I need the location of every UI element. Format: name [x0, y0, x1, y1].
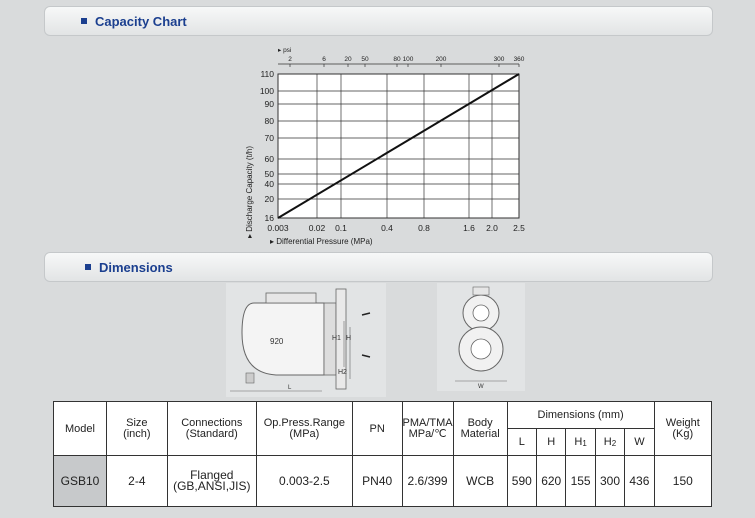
y-tick-label: 60 [264, 154, 274, 164]
connections-header: Connections (Standard) [167, 402, 256, 456]
x-tick-label: 0.02 [308, 223, 326, 233]
x-tick-label: 1.6 [463, 223, 475, 233]
h1-label: H1 [332, 335, 341, 342]
weight-cell: 150 [654, 456, 711, 507]
op-press-cell: 0.003-2.5 [256, 456, 352, 507]
dim-h-cell: 620 [537, 456, 566, 507]
dim-h1-cell: 155 [566, 456, 595, 507]
y-tick-label: 110 [260, 69, 274, 79]
top-tick-label: 100 [402, 56, 414, 63]
dim-h2-header: $H_2$ [595, 429, 624, 456]
dimensions-title: Dimensions [99, 259, 173, 275]
top-tick-label: 360 [513, 56, 525, 63]
y-tick-label: 50 [264, 169, 274, 179]
h-label: H [346, 335, 352, 342]
top-tick-label: 300 [493, 56, 505, 63]
capacity-chart-header [44, 6, 713, 36]
top-tick-label: 50 [361, 56, 369, 63]
op-press-header: Op.Press.Range (MPa) [256, 402, 352, 456]
specification-table [53, 401, 712, 507]
size-header: Size (inch) [107, 402, 168, 456]
pma-tma-cell: 2.6/399 [402, 456, 453, 507]
x-tick-label: 2.0 [486, 223, 498, 233]
y-tick-label: 90 [264, 99, 274, 109]
lower-port [471, 339, 491, 359]
top-tick-label: 20 [344, 56, 352, 63]
top-tick-label: 6 [322, 56, 326, 63]
capacity-chart-title: Capacity Chart [95, 13, 187, 29]
y-tick-label: 40 [264, 179, 274, 189]
dim-w-cell: 436 [625, 456, 654, 507]
chart-grid [278, 64, 519, 218]
side-view-drawing [437, 283, 525, 391]
x-tick-label: 0.4 [381, 223, 393, 233]
body-material-header: Body Material [453, 402, 507, 456]
x-axis-label: ▸ Differential Pressure (MPa) [270, 237, 373, 246]
top-tick-label: 80 [393, 56, 401, 63]
connections-cell: Flanged (GB,ANSI,JIS) [167, 456, 256, 507]
l-label: L [288, 385, 292, 391]
top-tick-label: 200 [435, 56, 447, 63]
dim-l-header: L [507, 429, 536, 456]
h2-label: H2 [338, 369, 347, 376]
x-tick-label: 0.003 [267, 223, 289, 233]
top-tick-label: 2 [288, 56, 292, 63]
bullet-icon [85, 264, 91, 270]
w-label: W [478, 384, 484, 390]
bullet-icon [81, 18, 87, 24]
y-tick-label: 70 [264, 133, 274, 143]
top-lug [473, 287, 489, 295]
model-cell: GSB10 [54, 456, 107, 507]
size-cell: 2-4 [107, 456, 168, 507]
weight-header: Weight (Kg) [654, 402, 711, 456]
capacity-chart [232, 42, 532, 254]
upper-port [473, 305, 489, 321]
x-tick-label: 0.1 [335, 223, 347, 233]
top-axis-title: ▸ psi [278, 47, 292, 54]
y-tick-label: 16 [264, 213, 274, 223]
y-axis-label: ▸ Discharge Capacity (t/h) [245, 145, 254, 238]
y-tick-label: 80 [264, 116, 274, 126]
pn-header: PN [352, 402, 402, 456]
table-row [54, 456, 712, 507]
x-tick-label: 2.5 [513, 223, 525, 233]
dimensions-header-cell: Dimensions (mm) [507, 402, 654, 429]
pump-top-cap [266, 293, 316, 303]
y-tick-label: 20 [264, 194, 274, 204]
dim-920-label: 920 [270, 337, 284, 346]
dim-h-header: H [537, 429, 566, 456]
pma-tma-header: PMA/TMA MPa/℃ [402, 402, 453, 456]
front-view-drawing [226, 283, 386, 397]
body-material-cell: WCB [453, 456, 507, 507]
dim-h1-header: $H_1$ [566, 429, 595, 456]
x-tick-label: 0.8 [418, 223, 430, 233]
drain-plug [246, 373, 254, 383]
model-header: Model [54, 402, 107, 456]
dim-l-cell: 590 [507, 456, 536, 507]
dim-h2-cell: 300 [595, 456, 624, 507]
dimensions-header [44, 252, 713, 282]
pn-cell: PN40 [352, 456, 402, 507]
dim-w-header: W [625, 429, 654, 456]
y-tick-label: 100 [259, 86, 274, 96]
